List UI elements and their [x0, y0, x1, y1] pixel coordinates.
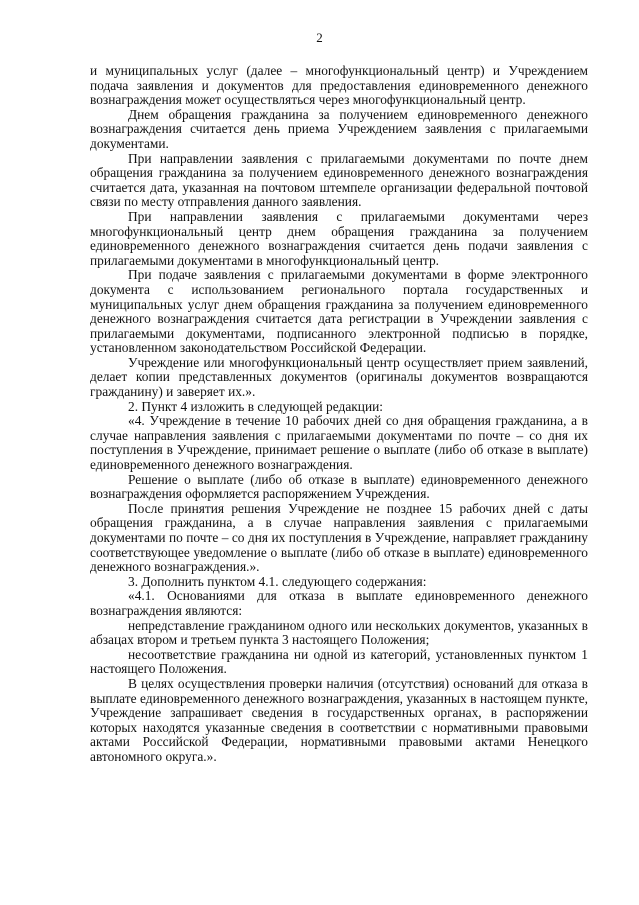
paragraph-clause-4-1: «4.1. Основаниями для отказа в выплате единовременного денежного вознаграждения являются: [90, 588, 588, 618]
paragraph-application-day: Днем обращения гражданина за получением единовременного денежного вознаграждения считается день приема Учреждением заявления с прилагаемыми документами. [90, 106, 588, 151]
paragraph-decision-order: Решение о выплате (либо об отказе в выплате) единовременного денежного вознаграждения оформляется распоряжением Учреждения. [90, 471, 588, 502]
paragraph-notification: После принятия решения Учреждение не позднее 15 рабочих дней с даты обращения гражданина, а в случае направления заявления с прилагаемыми документами по почте – со дня их поступления в Учреждение, направляет гражданину соответствующее уведомление о выплате (либо об отказе в выплате) единовременного денежного вознаграждения.». [90, 500, 588, 575]
paragraph-mfc-date: При направлении заявления с прилагаемыми документами через многофункциональный центр днем обращения гражданина за получением единовременного денежного вознаграждения считается день подачи заявления с прилагаемыми документами в многофункциональный центр. [90, 208, 588, 268]
paragraph-ground-category: несоответствие гражданина ни одной из категорий, установленных пунктом 1 настоящего Положения. [90, 646, 588, 677]
paragraph-verification: В целях осуществления проверки наличия (отсутствия) оснований для отказа в выплате единовременного денежного вознаграждения, указанных в настоящем пункте, Учреждение запрашивает сведения в государственных органах, в распоряжении которых находятся указанные сведения в соответствии с нормативными правовыми актами Российской Федерации, нормативными правовыми актами Ненецкого автономного округа.». [90, 675, 588, 764]
page-number: 2 [316, 30, 323, 45]
paragraph-clause-4: «4. Учреждение в течение 10 рабочих дней со дня обращения гражданина, а в случае направления заявления с прилагаемыми документами по почте – со дня их поступления в Учреждение, принимает решение о выплате (либо об отказе в выплате) единовременного денежного вознаграждения. [90, 413, 588, 473]
paragraph-ground-documents: непредставление гражданином одного или нескольких документов, указанных в абзацах втором и третьем пункта 3 настоящего Положения; [90, 617, 588, 648]
document-body [90, 64, 588, 765]
paragraph-item-3: 3. Дополнить пунктом 4.1. следующего содержания: [128, 573, 427, 589]
paragraph-receipt-copies: Учреждение или многофункциональный центр осуществляет прием заявлений, делает копии представленных документов (оригиналы документов возвращаются гражданину) и заверяет их.». [90, 354, 588, 400]
paragraph-postal-date: При направлении заявления с прилагаемыми документами по почте днем обращения гражданина за получением единовременного денежного вознаграждения считается дата, указанная на почтовом штемпеле организации федеральной почтовой связи по месту отправления данного заявления. [90, 150, 588, 210]
paragraph-electronic-date: При подаче заявления с прилагаемыми документами в форме электронного документа с использованием регионального портала государственных и муниципальных услуг днем обращения гражданина за получением единовременного денежного вознаграждения считается дата регистрации в Учреждении заявления с прилагаемыми документами, подписанного электронной подписью в порядке, установленном законодательством Российской Федерации. [90, 267, 588, 356]
paragraph-continuation: и муниципальных услуг (далее – многофункциональный центр) и Учреждением подача заявления и документов для предоставления единовременного денежного вознаграждения может осуществляться через многофункциональный центр. [90, 63, 588, 108]
paragraph-item-2: 2. Пункт 4 изложить в следующей редакции: [128, 398, 384, 414]
